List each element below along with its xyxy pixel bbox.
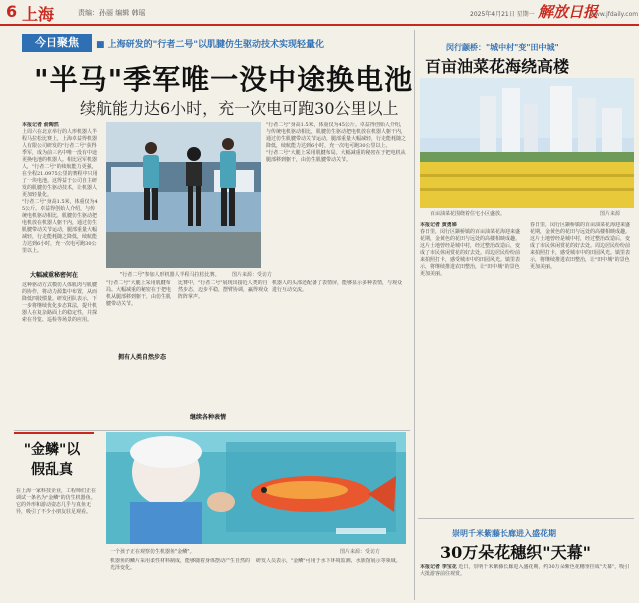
col5-text: 比赛中，"行者二号"展现出接近人类的自然步态，迈步平稳，摆臂协调，赢得观众阵阵掌声。	[178, 280, 268, 300]
robot-marathon-photo	[106, 122, 261, 268]
article-column-4	[178, 280, 268, 428]
wisteria-text: 近日，崇明千米紫藤长廊进入盛花期，约30万朵紫色花穗垂挂成"天幕"，吸引大批游客前往观赏。	[420, 564, 630, 577]
right-title: 百亩油菜花海绕高楼	[425, 57, 570, 76]
fish-column-a	[110, 558, 250, 598]
robot-fish-photo	[106, 432, 406, 544]
side-story-text: 在上海一家科技企业，工程师们正在调试一条名为"金鳞"的仿生机器鱼。它的外形和游动姿态几乎与真鱼无异，吸引了不少小朋友驻足观看。	[16, 488, 97, 515]
col2-text: "行者二号"身高1.5米，体重仅为45公斤。卓益得创始人介绍，与传统电机驱动相比，肌腱仿生驱动把电机放在机器人躯干内，通过仿生肌腱带动关节运动，腿部重量大幅减轻，行走能耗随之降低，续航能力达到6小时，充一次电可跑30公里以上。	[22, 199, 98, 254]
side-story-body	[16, 488, 100, 598]
website-url: www.jfdaily.com	[590, 11, 639, 18]
subsection-heading-1: 大幅减重秘密何在	[30, 272, 79, 279]
fish-col-a-text: 机器鱼的鳞片采用柔性材料制成，能够随着身体摆动产生自然的光泽变化。	[110, 558, 250, 571]
focus-subtitle: ■ 上海研发的"行者二号"以肌腱仿生驱动技术实现轻量化	[96, 40, 325, 50]
main-byline: 本报记者 俞陶然	[22, 122, 59, 128]
right-story-divider	[418, 518, 634, 519]
column-divider	[414, 30, 415, 600]
rapeseed-caption: 百亩油菜花围绕着住宅小区盛放。	[430, 211, 506, 217]
fish-photo-caption: 一个孩子正在观察仿生机器鱼"金鳞"。	[110, 549, 195, 555]
fish-photo-credit: 图片来源：受访方	[340, 549, 381, 555]
col2-text-right: "行者二号"身高1.5米，体重仅为45公斤。卓益得创始人介绍，与传统电机驱动相比，肌腱仿生驱动把电机放在机器人躯干内，通过仿生肌腱带动关节运动，腿部重量大幅减轻，行走能耗随之降低，续航能力达到6小时，充一次电可跑30公里以上。	[266, 122, 406, 149]
focus-tag: 今日聚焦	[22, 34, 92, 52]
right-column-1	[420, 222, 524, 514]
col6-text: 机器人的头部还配备了表情屏，能够显示多种表情，与观众进行互动交流。	[272, 280, 403, 293]
col4-text-2: "行者二号"大腿上采用肌腱布局。大幅减重的秘密在于把电机从腿部移到躯干，由仿生肌腱带动关节。	[106, 280, 172, 307]
robot-photo-caption: "行者二号"参加人形机器人半程马拉松比赛。	[120, 272, 220, 278]
right-byline: 本报记者 黄勇娣	[420, 222, 457, 228]
article-column-1b	[22, 282, 100, 422]
article-column-5	[272, 280, 406, 428]
robot-photo-credit: 图片来源：受访方	[232, 272, 273, 278]
section-name: 上海	[22, 5, 55, 24]
side-story-title: "金鳞"以假乱真	[23, 442, 81, 478]
wisteria-title: 30万朵花穗织"天幕"	[440, 543, 591, 562]
main-headline: "半马"季军唯一没中途换电池	[34, 63, 414, 96]
col1-text: 上周六在北京举行的人形机器人半程马拉松比赛上，上海卓益得机器人有限公司研发的"行者二号"获得季军，成为前三名中唯一没有中途更换电池的机器人。相比冠军机器人，"行者二号"的续航能力更强，在全程21.0975公里的赛程中只用了一块电池。这得益于公司自主研发的肌腱仿生驱动技术，让机器人更加轻量化。	[22, 129, 98, 198]
wisteria-byline: 本报记者 李宝花	[420, 564, 457, 570]
article-column-2	[266, 122, 406, 268]
right-body-2: 春日里，闵行区颛桥镇的百亩油菜花海迎来盛花期，金黄色的花田与远处的高楼相映成趣。这片土地曾经是城中村，经过整治改造后，变成了市民休闲赏花的好去处。周边居民纷纷前来拍照打卡，感受城市中的田园风光。镇里表示，将继续推进农田整治，让"田中城"的景色更加美丽。	[530, 222, 631, 270]
wisteria-body	[420, 564, 634, 600]
rapeseed-photo	[420, 78, 634, 208]
fish-column-b	[256, 558, 406, 598]
story-divider	[14, 430, 410, 431]
col4-text: "行者二号"大腿上采用肌腱布局。大幅减重的秘密在于把电机从腿部移到躯干，由仿生肌腱带动关节。	[266, 150, 406, 163]
page-number: 6	[6, 2, 18, 21]
right-kicker: 闵行颛桥："城中村"变"田中城"	[446, 43, 559, 52]
wisteria-kicker: 崇明千米紫藤长廊进入盛花期	[452, 529, 556, 538]
issue-date: 2025年4月21日 星期一	[470, 11, 535, 18]
editors-line: 责编：孙丽 编辑 韩瑶	[78, 9, 146, 17]
main-subheadline: 续航能力达6小时，充一次电可跑30公里以上	[80, 99, 399, 118]
focus-bar	[22, 34, 412, 52]
right-body-1: 春日里，闵行区颛桥镇的百亩油菜花海迎来盛花期，金黄色的花田与远处的高楼相映成趣。这片土地曾经是城中村，经过整治改造后，变成了市民休闲赏花的好去处。周边居民纷纷前来拍照打卡，感受城市中的田园风光。镇里表示，将继续推进农田整治，让"田中城"的景色更加美丽。	[420, 229, 521, 277]
page-header	[0, 0, 639, 26]
fish-col-b-text: 研发人员表示，"金鳞"可用于水下环境监测、水族馆展示等领域。	[256, 558, 401, 564]
subsection-heading-2: 拥有人类自然步态	[118, 354, 167, 361]
newspaper-logo: 解放日报	[538, 3, 599, 21]
right-column-2	[530, 222, 634, 514]
subsection-heading-3: 继续各种表情	[190, 414, 227, 421]
rapeseed-credit: 图片来源	[600, 211, 621, 217]
col3-text: 这种驱动方式模仿人体肌肉与肌腱的协作，将动力源集中布置，从而降低四肢惯量。研发团队表示，下一步将继续优化步态算法，提升机器人在复杂路面上的稳定性，并探索在导览、巡检等场景的应用。	[22, 282, 98, 323]
